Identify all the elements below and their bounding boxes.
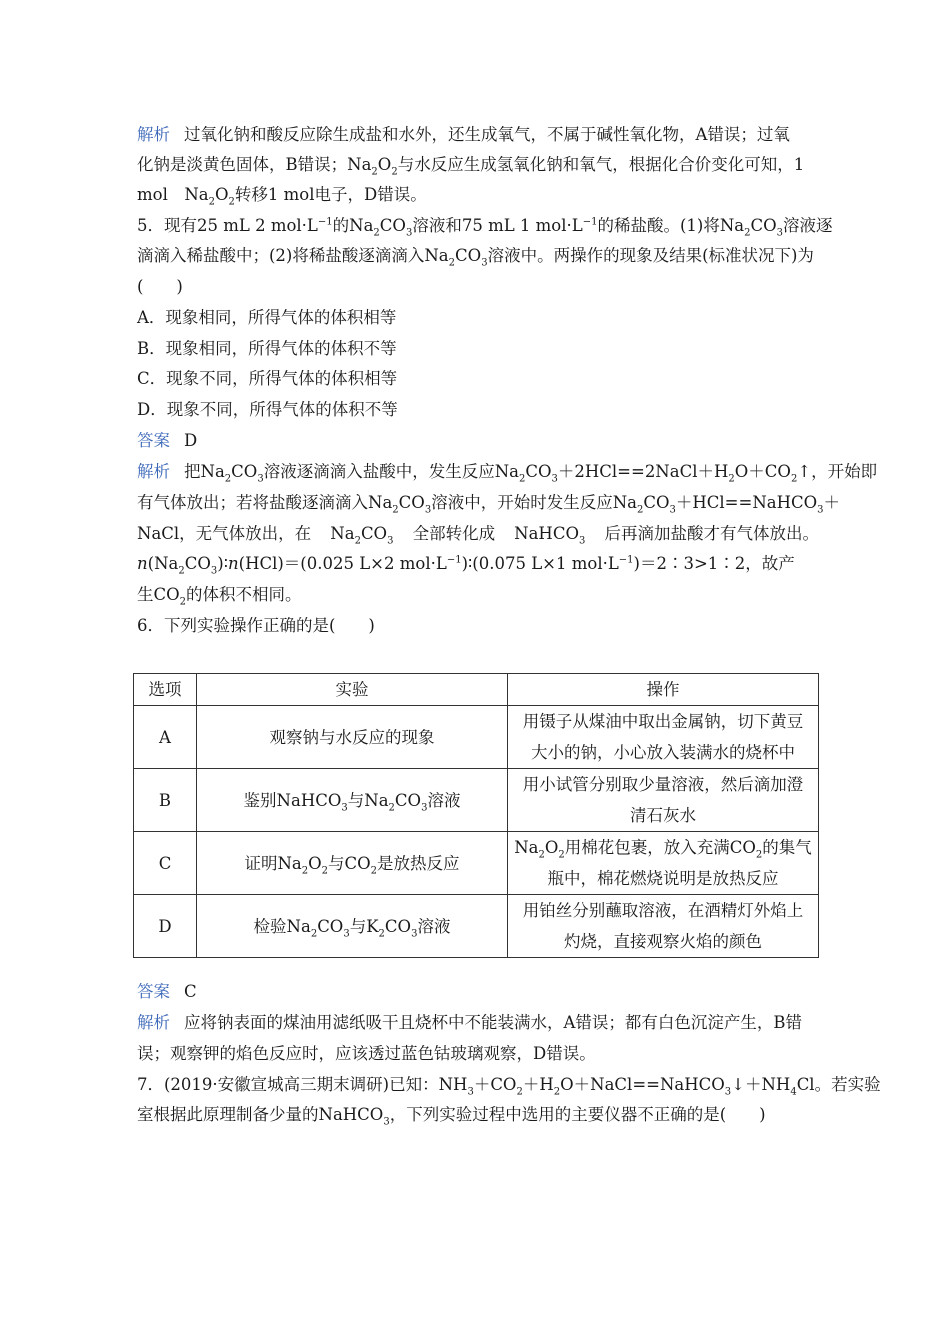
table-row: A 观察钠与水反应的现象 用镊子从煤油中取出金属钠，切下黄豆 大小的钠，小心放入装满水的烧杯中	[134, 706, 819, 769]
q5-analysis-line-1: 解析 把$Na_2CO_3$溶液逐滴滴入盐酸中，发生反应$Na_2CO_3+2HCl==2NaCl+H_2O+CO_2↑$，开始即	[137, 462, 878, 485]
q6-stem: 6．下列实验操作正确的是( )	[137, 616, 375, 635]
q5-analysis-line-4: $n(Na_2CO_3)∶n(HCl)=(0.025$ L×2 $mol\cdot L^{-1})∶(0.075$ L×1 $mol\cdot L^{-1})=2∶3>1∶2$，故产	[137, 554, 795, 577]
q5-option-c: C．现象不同，所得气体的体积相等	[137, 369, 398, 388]
q6-options-table	[133, 673, 819, 958]
answer-label: 答案	[137, 431, 170, 450]
analysis-label: 解析	[137, 1013, 170, 1032]
q6-analysis-line-1: 解析 应将钠表面的煤油用滤纸吸干且烧杯中不能装满水，A错误；都有白色沉淀产生，B错	[137, 1013, 803, 1032]
answer-value: D	[184, 431, 198, 450]
table-row: B 鉴别NaHCO$_3$与$Na_2CO_3$溶液 用小试管分别取少量溶液，然后滴加澄 清石灰水	[134, 769, 819, 832]
answer-value: C	[184, 982, 197, 1001]
q5-option-d: D．现象不同，所得气体的体积不等	[137, 400, 398, 419]
q6-answer	[137, 981, 197, 1003]
q5-paren: ( )	[137, 277, 183, 296]
q4-analysis-line-2: 化钠是淡黄色固体，B错误；$Na_2O_2$与水反应生成氢氧化钠和氧气，根据化合价变化可知，1	[137, 155, 805, 178]
analysis-label: 解析	[137, 462, 170, 481]
q4-analysis-line-3: mol $Na_2O_2$转移1 mol电子，D错误。	[137, 185, 427, 208]
q5-analysis-line-2: 有气体放出；若将盐酸逐滴滴入$Na_2CO_3$溶液中，开始时发生反应$Na_2CO_3+HCl==NaHCO_3+$	[137, 493, 841, 516]
q7-stem-line-1: 7．(2019·安徽宣城高三期末调研)已知：$NH_3+CO_2+H_2O+NaCl==NaHCO_3↓+NH_4Cl$。若实验	[137, 1075, 881, 1098]
q7-stem-line-2: 室根据此原理制备少量的NaHCO$_3$，下列实验过程中选用的主要仪器不正确的是( )	[137, 1105, 766, 1128]
q5-analysis-line-3: NaCl，无气体放出，在 $Na_2CO_3$ 全部转化成 NaHCO$_3$ 后再滴加盐酸才有气体放出。	[137, 524, 819, 547]
q5-stem-line-2: 滴滴入稀盐酸中；(2)将稀盐酸逐滴滴入$Na_2CO_3$溶液中。两操作的现象及结果(标准状况下)为	[137, 246, 814, 269]
q5-stem-line-1: 5．现有25 mL 2 $mol\cdot L^{-1}$的$Na_2CO_3$溶液和75 mL 1 $mol\cdot L^{-1}$的稀盐酸。(1)将$Na_2CO_3$溶液逐	[137, 216, 833, 239]
header-operation: 操作	[508, 674, 819, 706]
table-row: D 检验$Na_2CO_3$与$K_2CO_3$溶液 用铂丝分别蘸取溶液，在酒精灯外焰上 灼烧，直接观察火焰的颜色	[134, 895, 819, 958]
q5-option-b: B．现象相同，所得气体的体积不等	[137, 339, 397, 358]
table-header-row	[134, 674, 819, 706]
header-experiment: 实验	[197, 674, 508, 706]
q5-analysis-line-5: 生$CO_2$的体积不相同。	[137, 585, 302, 608]
table-row: C 证明$Na_2O_2$与$CO_2$是放热反应 $Na_2O_2$用棉花包裹，放入充满$CO_2$的集气 瓶中，棉花燃烧说明是放热反应	[134, 832, 819, 895]
analysis-label: 解析	[137, 125, 170, 144]
q6-analysis-line-2: 误；观察钾的焰色反应时，应该透过蓝色钴玻璃观察，D错误。	[137, 1044, 596, 1063]
q5-option-a: A．现象相同，所得气体的体积相等	[137, 308, 397, 327]
answer-label: 答案	[137, 982, 170, 1001]
q4-analysis-line-1: 解析 过氧化钠和酸反应除生成盐和水外，还生成氧气，不属于碱性氧化物，A错误；过氧	[137, 125, 790, 144]
q5-answer	[137, 430, 197, 452]
header-option: 选项	[134, 674, 197, 706]
